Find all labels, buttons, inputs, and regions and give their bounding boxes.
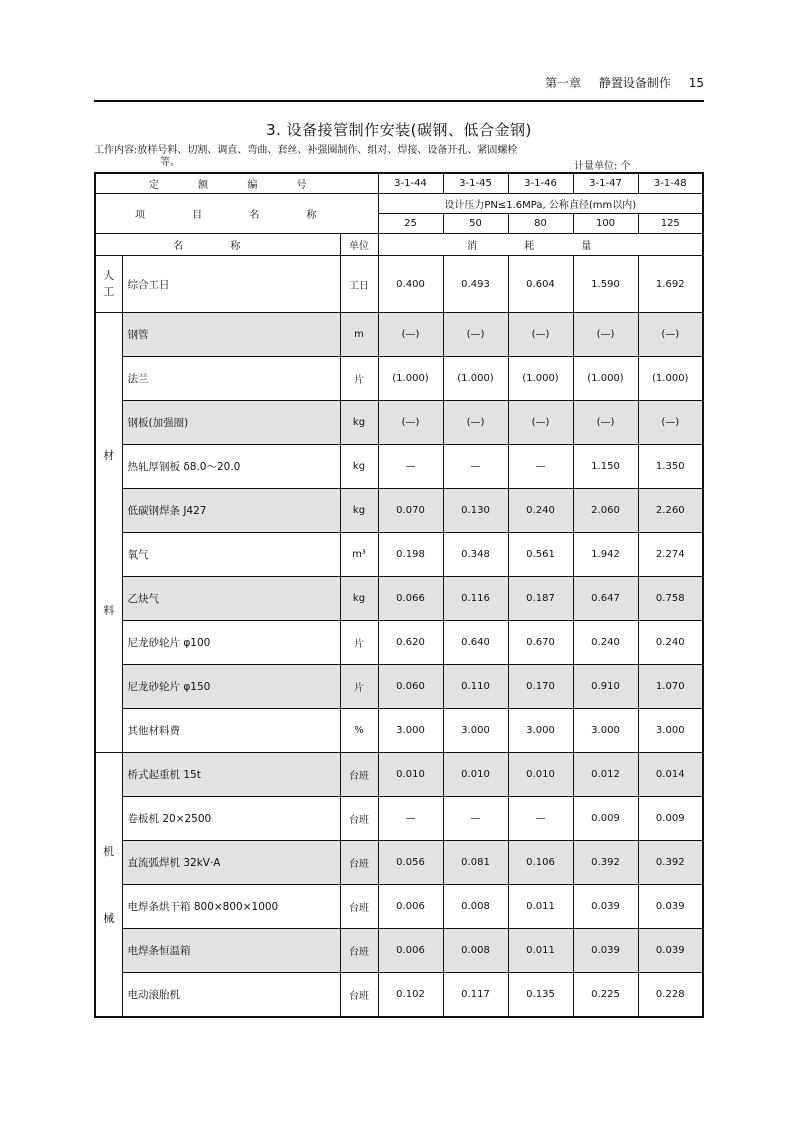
material-value: 0.240 [638,621,703,665]
material-category-char: 料 [103,604,115,617]
material-value: 0.240 [508,489,573,533]
work-content-label: 工作内容: [94,145,138,156]
machine-row [95,885,703,929]
machine-value: 0.011 [508,885,573,929]
material-category [95,313,122,753]
machine-row [95,929,703,973]
machine-name: 直流弧焊机 32kV·A [122,841,340,885]
material-value: (—) [378,401,443,445]
material-unit: kg [340,445,378,489]
labor-value: 0.400 [378,256,443,313]
machine-value: — [508,797,573,841]
materials-section [95,313,703,753]
material-unit: m [340,313,378,357]
labor-unit: 工日 [340,256,378,313]
machine-value: 0.392 [573,841,638,885]
material-value: 0.116 [443,577,508,621]
machine-value: 0.039 [573,929,638,973]
machine-value: 0.006 [378,929,443,973]
machine-unit: 台班 [340,973,378,1018]
material-value: 0.640 [443,621,508,665]
quota-table [94,172,704,1018]
material-row [95,313,703,357]
material-value: (1.000) [378,357,443,401]
material-row [95,357,703,401]
material-name: 氧气 [122,533,340,577]
material-value: — [443,445,508,489]
machine-value: 0.009 [573,797,638,841]
machine-row [95,753,703,797]
material-unit: kg [340,401,378,445]
material-name: 热轧厚钢板 δ8.0～20.0 [122,445,340,489]
material-unit: 片 [340,621,378,665]
material-value: (—) [573,401,638,445]
material-value: 3.000 [443,709,508,753]
machine-value: 0.056 [378,841,443,885]
material-value: (—) [508,401,573,445]
material-value: 0.348 [443,533,508,577]
machine-name: 电焊条恒温箱 [122,929,340,973]
material-value: 3.000 [508,709,573,753]
header-rule [94,100,704,102]
diameter-value: 25 [378,214,443,234]
column-header-unit: 单位 [340,234,378,256]
material-value: 0.130 [443,489,508,533]
material-unit: m³ [340,533,378,577]
material-value: 1.350 [638,445,703,489]
material-name: 低碳钢焊条 J427 [122,489,340,533]
machine-category-char: 机 [103,845,115,858]
machine-row [95,973,703,1018]
machine-value: 0.039 [638,929,703,973]
material-row [95,709,703,753]
machine-category [95,753,122,1018]
diameter-value: 125 [638,214,703,234]
labor-value: 0.493 [443,256,508,313]
material-name: 尼龙砂轮片 φ100 [122,621,340,665]
machine-value: — [443,797,508,841]
machine-value: 0.228 [638,973,703,1018]
material-value: — [508,445,573,489]
material-unit: % [340,709,378,753]
machine-name: 电动滚胎机 [122,973,340,1018]
material-value: 2.260 [638,489,703,533]
material-value: 0.670 [508,621,573,665]
labor-value: 1.692 [638,256,703,313]
material-value: (—) [573,313,638,357]
material-value: 0.198 [378,533,443,577]
quota-code: 3-1-47 [573,173,638,194]
machine-value: 0.010 [378,753,443,797]
material-row [95,533,703,577]
column-header-consume: 消 耗 量 [378,234,703,256]
material-unit: kg [340,577,378,621]
page-header [94,74,704,92]
material-value: 0.620 [378,621,443,665]
material-value: 0.070 [378,489,443,533]
item-name-label: 项 目 名 称 [95,194,378,234]
machine-category-char: 械 [103,912,115,925]
column-header-name: 名 称 [95,234,340,256]
material-value: 1.942 [573,533,638,577]
material-value: — [378,445,443,489]
labor-value: 0.604 [508,256,573,313]
material-value: 0.561 [508,533,573,577]
material-value: (1.000) [638,357,703,401]
machine-value: 0.010 [508,753,573,797]
machine-value: 0.008 [443,885,508,929]
diameter-value: 100 [573,214,638,234]
material-name: 法兰 [122,357,340,401]
machine-value: 0.011 [508,929,573,973]
machine-value: 0.106 [508,841,573,885]
material-value: 2.060 [573,489,638,533]
labor-category: 人工 [95,256,122,313]
material-value: 3.000 [573,709,638,753]
material-value: 0.110 [443,665,508,709]
material-value: 0.910 [573,665,638,709]
quota-code: 3-1-48 [638,173,703,194]
machine-value: 0.039 [638,885,703,929]
material-value: 0.170 [508,665,573,709]
material-unit: 片 [340,357,378,401]
material-value: (1.000) [508,357,573,401]
chapter-label: 第一章 [545,76,582,90]
page-number: 15 [688,76,704,90]
material-value: (1.000) [443,357,508,401]
material-value: (—) [638,313,703,357]
quota-code-label: 定 额 编 号 [95,173,378,194]
machine-value: 0.006 [378,885,443,929]
material-name: 乙炔气 [122,577,340,621]
quota-code: 3-1-46 [508,173,573,194]
machine-value: 0.010 [443,753,508,797]
quota-code: 3-1-45 [443,173,508,194]
material-value: 0.240 [573,621,638,665]
machine-value: 0.225 [573,973,638,1018]
machine-unit: 台班 [340,885,378,929]
machine-unit: 台班 [340,753,378,797]
machine-unit: 台班 [340,929,378,973]
machine-value: 0.012 [573,753,638,797]
quota-code: 3-1-44 [378,173,443,194]
machine-value: 0.135 [508,973,573,1018]
labor-row [95,256,703,313]
page-title: 3. 设备接管制作安装(碳钢、低合金钢) [266,121,532,139]
material-name: 钢管 [122,313,340,357]
machine-row [95,797,703,841]
machine-name: 卷板机 20×2500 [122,797,340,841]
design-condition-row [95,194,703,214]
material-value: 0.647 [573,577,638,621]
design-condition: 设计压力PN≤1.6MPa, 公称直径(mm以内) [378,194,703,214]
material-row [95,621,703,665]
machine-value: 0.102 [378,973,443,1018]
material-value: (—) [638,401,703,445]
material-value: (—) [443,313,508,357]
machine-value: 0.392 [638,841,703,885]
material-row [95,665,703,709]
material-value: 0.758 [638,577,703,621]
material-value: (1.000) [573,357,638,401]
material-unit: kg [340,489,378,533]
measure-unit: 计量单位: 个 [574,161,631,172]
material-row [95,401,703,445]
machine-name: 电焊条烘干箱 800×800×1000 [122,885,340,929]
machinery-section [95,753,703,1018]
diameter-value: 80 [508,214,573,234]
machine-value: 0.009 [638,797,703,841]
material-name: 尼龙砂轮片 φ150 [122,665,340,709]
material-value: 2.274 [638,533,703,577]
material-unit: 片 [340,665,378,709]
material-value: 3.000 [378,709,443,753]
labor-value: 1.590 [573,256,638,313]
machine-value: 0.014 [638,753,703,797]
material-row [95,445,703,489]
material-name: 钢板(加强圈) [122,401,340,445]
material-value: 0.066 [378,577,443,621]
machine-value: 0.117 [443,973,508,1018]
chapter-heading [531,74,704,91]
work-content-line1: 放样号料、切割、调直、弯曲、套丝、补强圈制作、组对、焊接、设备开孔、紧固螺栓 [137,145,518,156]
work-content-line2: 等。 [160,157,180,168]
machine-row [95,841,703,885]
machine-value: — [378,797,443,841]
material-value: 1.070 [638,665,703,709]
material-value: (—) [378,313,443,357]
material-row [95,489,703,533]
machine-value: 0.008 [443,929,508,973]
material-value: (—) [443,401,508,445]
machine-value: 0.081 [443,841,508,885]
material-row [95,577,703,621]
machine-unit: 台班 [340,797,378,841]
material-value: 3.000 [638,709,703,753]
material-value: (—) [508,313,573,357]
machine-unit: 台班 [340,841,378,885]
material-name: 其他材料费 [122,709,340,753]
diameter-value: 50 [443,214,508,234]
section-label: 静置设备制作 [598,76,671,90]
material-category-char: 材 [103,449,115,462]
material-value: 0.060 [378,665,443,709]
material-value: 0.187 [508,577,573,621]
column-header-row [95,234,703,256]
machine-name: 桥式起重机 15t [122,753,340,797]
machine-value: 0.039 [573,885,638,929]
quota-code-row [95,173,703,194]
labor-name: 综合工日 [122,256,340,313]
material-value: 1.150 [573,445,638,489]
